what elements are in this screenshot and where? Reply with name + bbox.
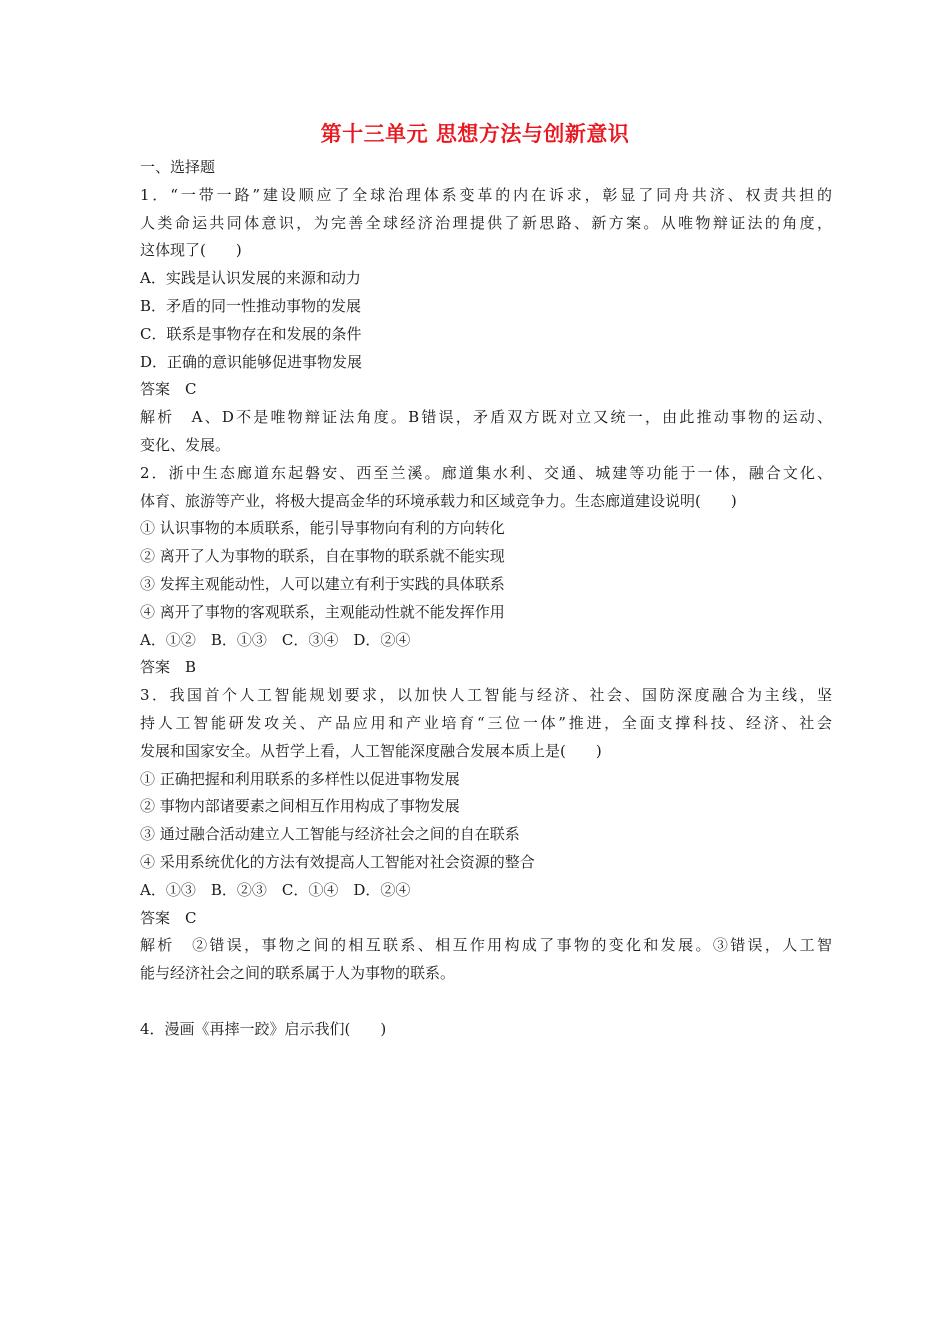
question-3-analysis-line-1: 解析 ②错误，事物之间的相互联系、相互作用构成了事物的变化和发展。③错误，人工智 [140,936,832,955]
question-3-stem-line-3: 发展和国家安全。从哲学上看，人工智能深度融合发展本质上是( ) [140,741,602,760]
question-2-item-2: ② 离开了人为事物的联系，自在事物的联系就不能实现 [140,547,505,566]
page-title: 第十三单元 思想方法与创新意识 [320,122,630,146]
question-3-options: A．①③ B．②③ C．①④ D．②④ [140,880,411,899]
question-1-analysis-line-2: 变化、发展。 [140,435,231,454]
question-2-stem-line-1: 2．浙中生态廊道东起磐安、西至兰溪。廊道集水利、交通、城建等功能于一体，融合文化、 [140,463,832,482]
question-2 [140,460,832,682]
question-2-stem-line-2: 体育、旅游等产业，将极大提高金华的环境承载力和区域竞争力。生态廊道建设说明( ) [140,491,737,510]
section-heading: 一、选择题 [140,158,216,176]
question-3-analysis-line-2: 能与经济社会之间的联系属于人为事物的联系。 [140,964,456,983]
question-4-stem: 4．漫画《再摔一跤》启示我们( ) [140,1019,387,1038]
question-1-stem-line-1: 1．“一带一路”建设顺应了全球治理体系变革的内在诉求，彰显了同舟共济、权责共担的 [140,185,832,204]
question-3-answer: 答案 C [140,908,197,927]
question-2-item-4: ④ 离开了事物的客观联系，主观能动性就不能发挥作用 [140,602,505,621]
question-2-options: A．①② B．①③ C．③④ D．②④ [140,630,411,649]
question-3-item-2: ② 事物内部诸要素之间相互作用构成了事物发展 [140,797,460,816]
question-1-stem-line-3: 这体现了( ) [140,241,242,260]
question-2-answer: 答案 B [140,658,197,677]
question-3 [140,682,832,988]
question-3-item-4: ④ 采用系统优化的方法有效提高人工智能对社会资源的整合 [140,852,535,871]
question-1-option-d: D．正确的意识能够促进事物发展 [140,352,363,371]
document-body [140,154,832,1044]
question-2-item-3: ③ 发挥主观能动性，人可以建立有利于实践的具体联系 [140,574,505,593]
question-4 [140,1016,832,1044]
question-1-option-b: B．矛盾的同一性推动事物的发展 [140,296,362,315]
question-1-stem-line-2: 人类命运共同体意识，为完善全球经济治理提供了新思路、新方案。从唯物辩证法的角度， [140,213,832,232]
question-1-analysis-line-1: 解析 A、D不是唯物辩证法角度。B错误，矛盾双方既对立又统一，由此推动事物的运动、 [140,408,832,427]
question-3-stem-line-1: 3．我国首个人工智能规划要求，以加快人工智能与经济、社会、国防深度融合为主线，坚 [140,686,832,705]
question-3-item-1: ① 正确把握和利用联系的多样性以促进事物发展 [140,769,460,788]
question-3-item-3: ③ 通过融合活动建立人工智能与经济社会之间的自在联系 [140,825,520,844]
question-1 [140,182,832,460]
question-1-option-c: C．联系是事物存在和发展的条件 [140,324,362,343]
question-1-answer: 答案 C [140,380,197,399]
question-2-item-1: ① 认识事物的本质联系，能引导事物向有利的方向转化 [140,519,505,538]
question-3-stem-line-2: 持人工智能研发攻关、产品应用和产业培育“三位一体”推进，全面支撑科技、经济、社会 [140,713,832,732]
blank-spacer [140,988,832,1016]
question-1-option-a: A．实践是认识发展的来源和动力 [140,269,361,288]
